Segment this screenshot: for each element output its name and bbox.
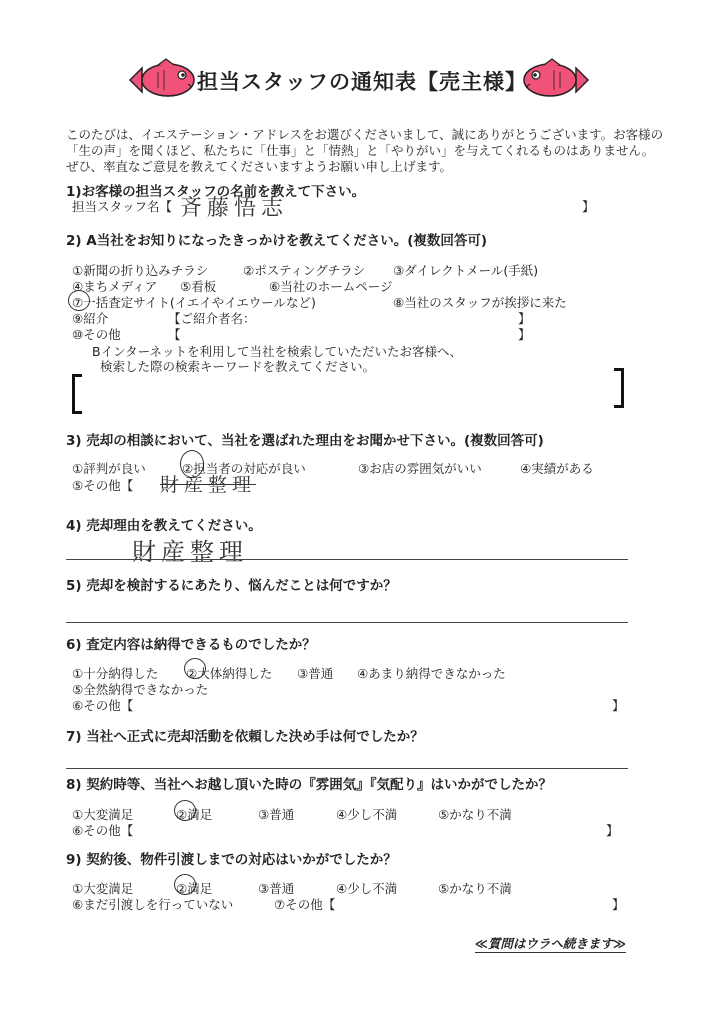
q6-close-bracket: 】 [612,698,625,713]
q2-b-line1: Bインターネットを利用して当社を検索していただいたお客様へ、 [92,344,462,359]
q4-answer-line [66,559,628,560]
keyword-box-left-bracket [72,374,82,414]
q6-opt6[interactable]: ⑥その他【 [72,698,134,713]
q8-opt3[interactable]: ③普通 [258,807,295,822]
q7-question: 7) 当社へ正式に売却活動を依頼した決め手は何でしたか？ [66,729,424,745]
q2-opt1[interactable]: ①新聞の折り込みチラシ [72,263,209,278]
q9-opt3[interactable]: ③普通 [258,881,295,896]
continue-note: ≪質問はウラへ続きます≫ [474,936,626,951]
q9-opt5[interactable]: ⑤かなり不満 [438,881,512,896]
q4-question: 4) 売却理由を教えてください。 [66,518,262,534]
intro-text: このたびは、イエステーション・アドレスをお選びくださいまして、誠にありがとうございます。お客様の「生の声」を聞くほど、私たちに「仕事」と「情熱」と「やりがい」を与えてくれるものはありません。ぜひ、率直なご意見を教えてくださいますようお願い申し上げます。 [66,127,664,174]
q2-opt4[interactable]: ④まちメディア [72,279,158,294]
page-title: 担当スタッフの通知表【売主様】 [197,70,527,94]
q2-opt3[interactable]: ③ダイレクトメール(手紙) [393,263,539,278]
q4-answer-handwritten[interactable]: 財産整理 [132,538,248,566]
q8-opt6[interactable]: ⑥その他【 [72,823,134,838]
q8-opt5[interactable]: ⑤かなり不満 [438,807,512,822]
q3-opt4[interactable]: ④実績がある [520,461,594,476]
q1-answer-handwritten[interactable]: 斉藤悟志 [180,196,289,221]
q9-opt1[interactable]: ①大変満足 [72,881,134,896]
q6-opt1[interactable]: ①十分納得した [72,666,159,681]
q1-label: 担当スタッフ名【 [72,199,173,214]
q2-opt8[interactable]: ⑧当社のスタッフが挨拶に来た [393,295,567,310]
q9-opt4[interactable]: ④少し不満 [336,881,398,896]
q2-referrer-label: 【ご紹介者名： [168,311,256,326]
q8-close-bracket: 】 [606,823,619,838]
q3-other-answer-handwritten[interactable]: 財産整理 [160,474,257,496]
q8-opt4[interactable]: ④少し不満 [336,807,398,822]
q2-b-line2: 検索した際の検索キーワードを教えてください。 [100,359,376,374]
q2-opt7[interactable]: ⑦一括査定サイト(イエイやイエウールなど) [72,295,316,310]
q5-answer-line [66,622,628,623]
q2-opt6[interactable]: ⑥当社のホームページ [269,279,393,294]
q6-opt3[interactable]: ③普通 [297,666,334,681]
q2-other-close: 】 [518,327,531,342]
q3-opt1[interactable]: ①評判が良い [72,461,146,476]
q9-close-bracket: 】 [612,897,625,912]
q2-opt10[interactable]: ⑩その他 [72,327,121,342]
q3-opt5[interactable]: ⑤その他【 [72,478,134,493]
q8-opt1[interactable]: ①大変満足 [72,807,134,822]
q9-question: 9) 契約後、物件引渡しまでの対応はいかがでしたか？ [66,852,397,868]
q8-question: 8) 契約時等、当社へお越し頂いた時の『雰囲気』『気配り』はいかがでしたか？ [66,777,553,793]
q3-opt2[interactable]: ②担当者の対応が良い [182,461,306,476]
q2-referrer-close: 】 [518,311,531,326]
q1-close-bracket: 】 [582,199,595,214]
q2-opt2[interactable]: ②ポスティングチラシ [243,263,366,278]
q6-opt2[interactable]: ②大体納得した [186,666,273,681]
q2-question: 2) A当社をお知りになったきっかけを教えてください。(複数回答可) [66,233,488,249]
q6-opt5[interactable]: ⑤全然納得できなかった [72,682,209,697]
q3-question: 3) 売却の相談において、当社を選ばれた理由をお聞かせ下さい。(複数回答可) [66,433,544,449]
q9-opt6[interactable]: ⑥まだ引渡しを行っていない [72,897,234,912]
q7-answer-line [66,768,628,769]
q6-opt4[interactable]: ④あまり納得できなかった [357,666,506,681]
keyword-box-right-bracket [614,368,624,408]
q9-opt2[interactable]: ②満足 [176,881,213,896]
q8-opt2[interactable]: ②満足 [176,807,213,822]
q6-question: 6) 査定内容は納得できるものでしたか？ [66,637,316,653]
q9-opt7[interactable]: ⑦その他【 [274,897,336,912]
q2-opt9[interactable]: ⑨紹介 [72,311,109,326]
q1-question: 1)お客様の担当スタッフの名前を教えて下さい。 [66,184,366,200]
q2-opt5[interactable]: ⑤看板 [180,279,217,294]
q5-question: 5) 売却を検討するにあたり、悩んだことは何ですか？ [66,578,397,594]
q3-opt3[interactable]: ③お店の雰囲気がいい [358,461,482,476]
q2-other-open: 【 [168,327,181,342]
